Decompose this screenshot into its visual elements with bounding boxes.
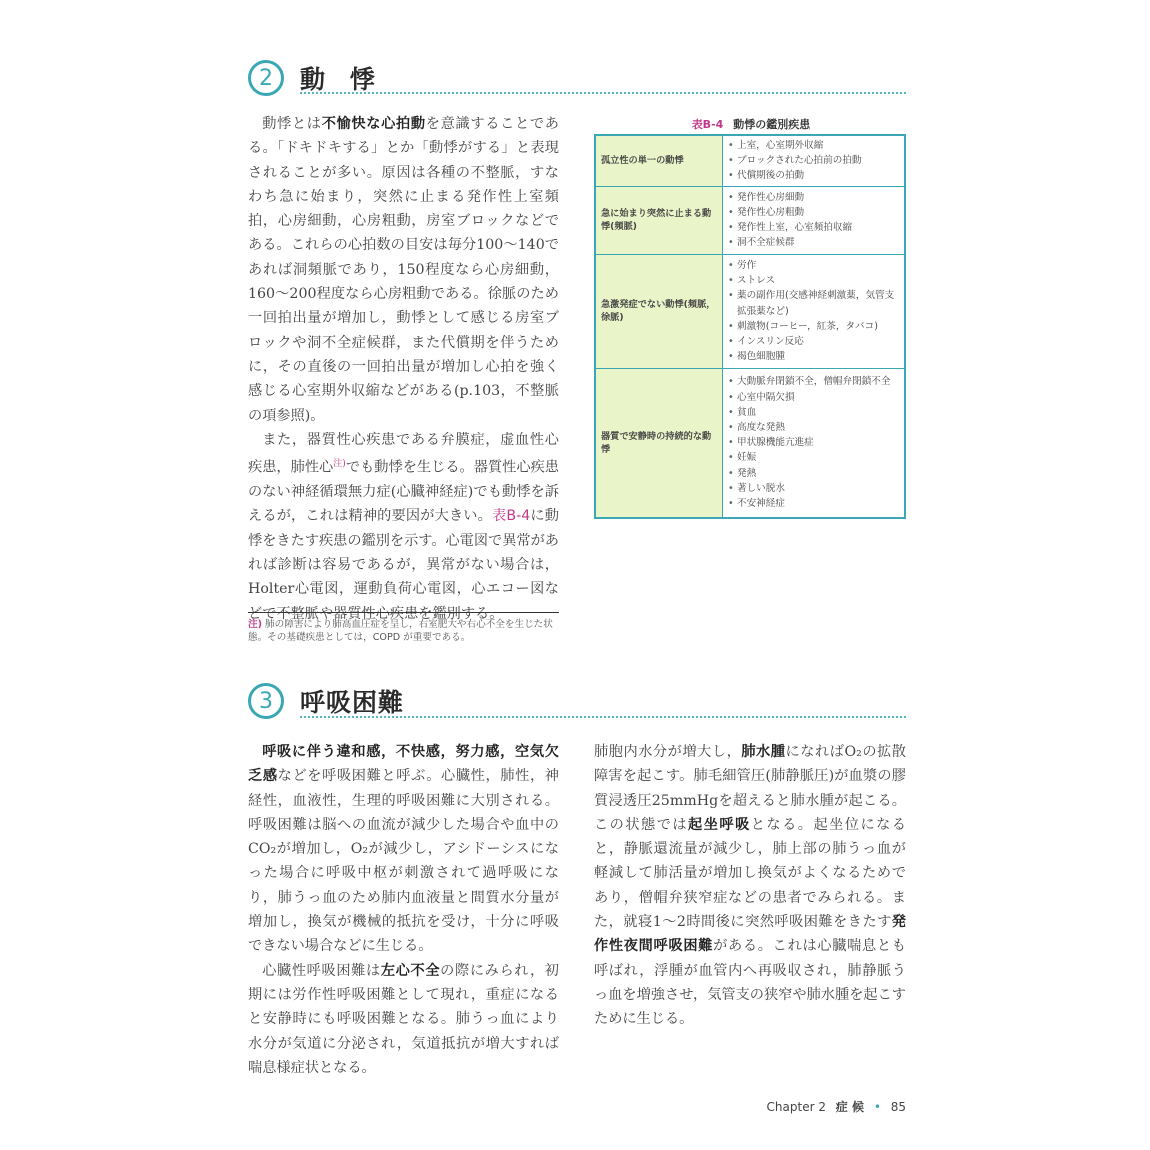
page-footer (767, 1098, 906, 1115)
list-item: • 上室，心室期外収縮 (728, 138, 899, 153)
chapter-title: 症 候 (835, 1100, 864, 1114)
list-item: • 労作 (728, 258, 899, 273)
text: がある。これは心臓喘息とも呼ばれ，浮腫が血管内へ再吸収され，肺静脈うっ血を増強させ，気管支の狭窄や肺水腫を起こすために生じる。 (594, 938, 906, 1028)
section-heading-palpitation (248, 60, 383, 96)
footnote-mark: 注) (248, 619, 262, 630)
list-item: • 甲状腺機能亢進症 (728, 435, 899, 450)
bold-term: 呼吸に伴う違和感，不快感，努力感，空気欠乏感 (248, 744, 559, 785)
section-divider (300, 716, 906, 718)
text: に動悸をきたす疾患の鑑別を示す。心電図で異常があれば診断は容易であるが，異常がない場合は，Holter心電図，運動負荷心電図，心エコー図などで不整脈や器質性心疾患を鑑別する。 (248, 508, 559, 622)
list-item: • 刺激物(コーヒー，紅茶，タバコ) (728, 319, 899, 334)
footnote-rule (248, 612, 559, 613)
palpitation-body (248, 112, 559, 626)
bold-term: 発作性夜間呼吸困難 (594, 914, 906, 955)
section-title: 動 悸 (300, 65, 383, 94)
bold-term: 不愉快な心拍動 (321, 116, 426, 132)
page-number: 85 (890, 1100, 906, 1114)
bold-term: 左心不全 (380, 962, 441, 979)
table-row (595, 135, 905, 186)
table-number: 表B-4 (691, 118, 724, 131)
footnote (248, 618, 559, 644)
list-item: • 洞不全症候群 (728, 235, 899, 250)
list-item: • 発作性心房粗動 (728, 205, 899, 220)
category-cell: 孤立性の単一の動悸 (595, 135, 723, 186)
items-cell (723, 368, 906, 518)
list-item: • 代償期後の拍動 (728, 168, 899, 183)
text: また，器質性心疾患である弁膜症，虚血性心疾患，肺性心 (248, 431, 559, 476)
section-divider (300, 92, 906, 94)
list-item: • 心室中隔欠損 (728, 390, 899, 405)
items-cell (723, 135, 906, 186)
list-item: • インスリン反応 (728, 334, 899, 349)
category-cell: 急激発症でない動悸(頻脈，徐脈) (595, 254, 723, 368)
text: 肺胞内水分が増大し， (594, 744, 742, 760)
table-row (595, 368, 905, 518)
paragraph (594, 740, 906, 1032)
bold-term: 起坐呼吸 (688, 816, 751, 833)
list-item: • 著しい脱水 (728, 481, 899, 496)
category-cell: 急に始まり突然に止まる動悸(頻脈) (595, 186, 723, 254)
list-item: • 不安神経症 (728, 496, 899, 511)
table-row (595, 186, 905, 254)
list-item: • 発熱 (728, 466, 899, 481)
text: を意識することである。「ドキドキする」とか「動悸がする」と表現されることが多い。原因は各種の不整脈，すなわち急に始まり，突然に止まる発作性上室頻拍，心房細動，心房粗動，房室ブロックなどである。これらの心拍数の目安は毎分100～140であれば洞頻脈であり，150程度なら心房細動，160～200程度なら心房粗動である。徐脈のため一回拍出量が増加し，動悸として感じる房室ブロックや洞不全症候群，また代償期を伴うために，その直後の一回拍出量が増加し心拍を強く感じる心室期外収縮などがある(p.103，不整脈の項参照)。 (248, 116, 559, 424)
table-reference: 表B-4 (492, 508, 531, 525)
section-number-badge: 2 (248, 60, 284, 96)
paragraph (248, 740, 559, 959)
footnote-text: 肺の障害により肺高血圧症を呈し，右室肥大や右心不全を生じた状態。その基礎疾患としては，COPD が重要である。 (248, 619, 553, 643)
text: 心臓性呼吸困難は (262, 962, 381, 979)
chapter-label: Chapter 2 (766, 1100, 826, 1114)
paragraph (248, 428, 559, 626)
text: となる。起坐位になると，静脈還流量が減少し，肺上部の肺うっ血が軽減して肺活量が増加し換気がよくなるためであり，僧帽弁狭窄症などの患者でみられる。また，就寝1～2時間後に突然呼吸困難をきたす (594, 816, 906, 931)
section-heading-dyspnea (248, 683, 404, 719)
bullet-icon: • (873, 1100, 881, 1114)
section-number-badge: 3 (248, 683, 284, 719)
list-item: • ブロックされた心拍前の拍動 (728, 153, 899, 168)
differential-table (594, 134, 906, 519)
list-item: • 妊娠 (728, 450, 899, 465)
list-item: • 高度な発熱 (728, 420, 899, 435)
items-cell (723, 254, 906, 368)
items-cell (723, 186, 906, 254)
paragraph (248, 959, 559, 1080)
text: などを呼吸困難と呼ぶ。心臓性，肺性，神経性，血液性，生理的呼吸困難に大別される。呼吸困難は脳への血流が減少した場合や血中のCO₂が増加し，O₂が減少し，アシドーシスになった場合に呼吸中枢が刺激されて過呼吸になり，肺うっ血のため肺内血液量と間質水分量が増加し，換気が機械的抵抗を受け，十分に呼吸できない場合などに生じる。 (248, 768, 559, 955)
bold-term: 肺水腫 (741, 744, 786, 760)
dyspnea-left-column (248, 740, 559, 1080)
category-cell: 器質で安静時の持続的な動悸 (595, 368, 723, 518)
table-row (595, 254, 905, 368)
text: でも動悸を生じる。器質性心疾患のない神経循環無力症(心臓神経症)でも動悸を訴えるが，これは精神的要因が大きい。 (248, 459, 559, 525)
table-title: 動悸の鑑別疾患 (733, 118, 811, 131)
text: 動悸とは (262, 116, 322, 132)
dyspnea-right-column (594, 740, 906, 1032)
footnote-ref: 注) (333, 459, 346, 470)
list-item: • 発作性上室，心室頻拍収縮 (728, 220, 899, 235)
list-item: • 褐色細胞腫 (728, 349, 899, 364)
table-caption (596, 116, 906, 132)
text: になればO₂の拡散障害を起こす。肺毛細管圧(肺静脈圧)が血漿の膠質浸透圧25mmHgを超えると肺水腫が起こる。この状態では (594, 744, 906, 833)
list-item: • 大動脈弁閉鎖不全，僧帽弁閉鎖不全 (728, 374, 899, 389)
section-title: 呼吸困難 (300, 688, 405, 717)
text: の際にみられ，初期には労作性呼吸困難として現れ，重症になると安静時にも呼吸困難となる。肺うっ血により水分が気道に分泌され，気道抵抗が増大すれば喘息様症状となる。 (248, 962, 559, 1076)
list-item: • 貧血 (728, 405, 899, 420)
paragraph (248, 112, 559, 428)
list-item: • ストレス (728, 273, 899, 288)
list-item: • 薬の副作用(交感神経刺激薬，気管支拡張薬など) (728, 288, 899, 318)
list-item: • 発作性心房細動 (728, 190, 899, 205)
